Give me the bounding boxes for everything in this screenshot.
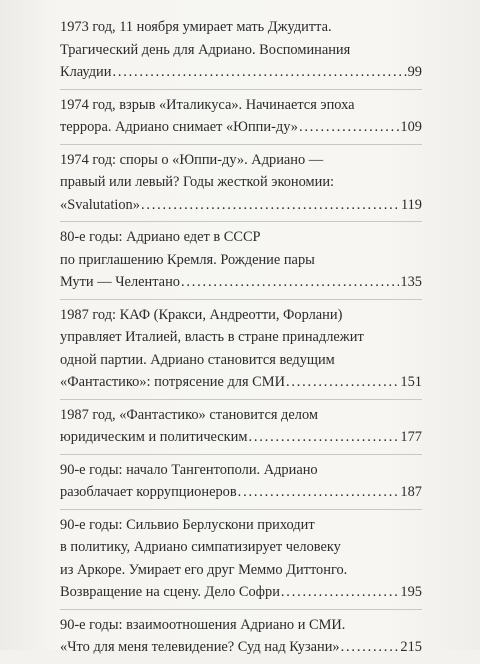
toc-entry-text: «Svalutation»	[60, 196, 140, 213]
toc-entry-text: из Аркоре. Умирает его друг Меммо Диттонго.	[60, 561, 348, 578]
dot-leader	[341, 636, 400, 659]
toc-entry	[60, 145, 422, 223]
toc-entry-last-line	[60, 194, 422, 217]
toc-entry-text: террора. Адриано снимает «Юппи-ду»	[60, 119, 298, 135]
dot-leader	[286, 371, 399, 394]
toc-entry-text: одной партии. Адриано становится ведущим	[60, 351, 335, 368]
dot-leader	[141, 194, 400, 217]
toc-entry-text: юридическим и политическим	[60, 429, 248, 445]
toc-entry	[60, 455, 422, 510]
page-number: 187	[400, 484, 422, 500]
toc-entry-last-line	[60, 581, 422, 604]
toc-entry-text: 1974 год: споры о «Юппи-ду». Адриано —	[60, 151, 324, 168]
toc-entry-text: «Что для меня телевидение? Суд над Кузани»	[60, 639, 340, 655]
toc-entry-text: 1974 год, взрыв «Италикуса». Начинается эпоха	[60, 96, 355, 113]
toc-entry-last-line	[60, 636, 422, 659]
toc-entry	[60, 510, 422, 610]
page-number: 215	[400, 639, 422, 655]
toc-entry-text: 90-е годы: начало Тангентополи. Адриано	[60, 461, 318, 478]
page-number: 99	[407, 64, 422, 80]
toc-entry-last-line	[60, 116, 422, 139]
toc-entry	[60, 610, 422, 664]
toc-entry-text: «Фантастико»: потрясение для СМИ	[60, 374, 285, 390]
dot-leader	[281, 581, 400, 604]
toc-entry	[60, 90, 422, 145]
toc-entry	[60, 12, 422, 90]
toc-entry-text: 1987 год: КАФ (Кракси, Андреотти, Форлани)	[60, 306, 343, 323]
dot-leader	[249, 426, 400, 449]
dot-leader	[112, 61, 406, 84]
dot-leader	[181, 271, 399, 294]
page-number: 135	[400, 274, 422, 290]
toc-entry-text: 1987 год, «Фантастико» становится делом	[60, 406, 318, 423]
page-number: 177	[400, 429, 422, 445]
toc-entry-last-line	[60, 481, 422, 504]
page-number: 151	[400, 374, 422, 390]
dot-leader	[238, 481, 400, 504]
page-number: 109	[400, 119, 422, 135]
table-of-contents	[60, 12, 422, 664]
toc-entry	[60, 222, 422, 300]
toc-entry-text: 90-е годы: Сильвио Берлускони приходит	[60, 516, 315, 533]
toc-entry-text: разоблачает коррупционеров	[60, 484, 237, 500]
toc-entry-text: по приглашению Кремля. Рождение пары	[60, 251, 315, 268]
toc-entry	[60, 300, 422, 400]
toc-entry-text: 80-е годы: Адриано едет в СССР	[60, 229, 261, 245]
toc-entry-last-line	[60, 271, 422, 294]
toc-entry-last-line	[60, 371, 422, 394]
toc-entry-text: Клаудии	[60, 64, 112, 80]
toc-entry-last-line	[60, 61, 422, 84]
toc-entry-text: управляет Италией, власть в стране принадлежит	[60, 329, 364, 345]
toc-entry-text: правый или левый? Годы жесткой экономии:	[60, 174, 335, 190]
toc-entry-text: 1973 год, 11 ноября умирает мать Джудитта.	[60, 19, 332, 35]
toc-entry	[60, 400, 422, 455]
page-number: 195	[400, 584, 422, 600]
toc-entry-text: Возвращение на сцену. Дело Софри	[60, 584, 280, 600]
toc-entry-text: в политику, Адриано симпатизирует человеку	[60, 539, 341, 555]
page-number: 119	[400, 196, 422, 213]
toc-entry-last-line	[60, 426, 422, 449]
toc-entry-text: Трагический день для Адриано. Воспоминания	[60, 41, 351, 58]
toc-entry-text: Мути — Челентано	[60, 274, 180, 290]
dot-leader	[299, 116, 399, 139]
toc-entry-text: 90-е годы: взаимоотношения Адриано и СМИ.	[60, 616, 346, 633]
